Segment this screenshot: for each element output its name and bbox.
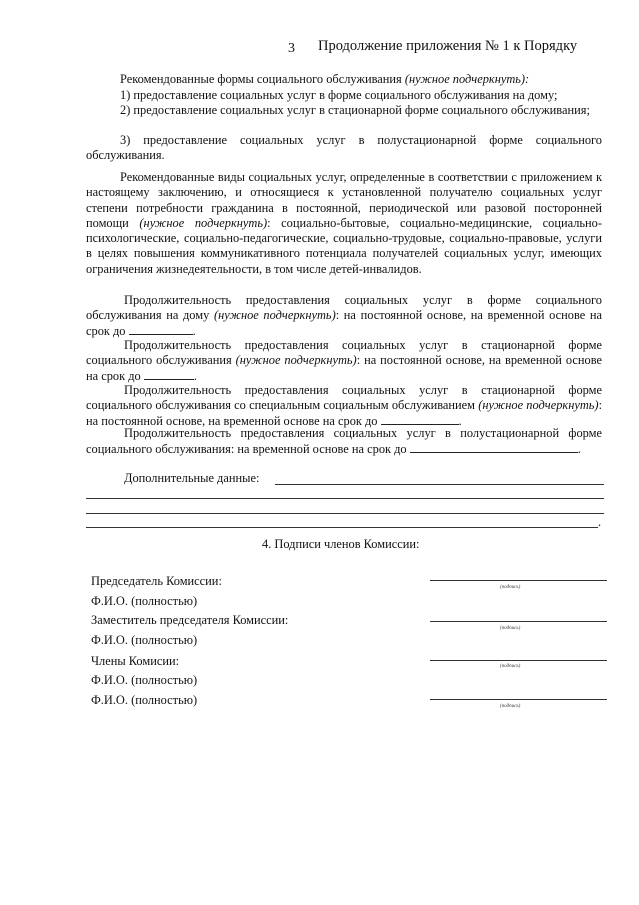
forms-item-3: 3) предоставление социальных услуг в полустационарной форме социального обслуживания.	[86, 133, 602, 162]
deputy-fio-label: Ф.И.О. (полностью)	[91, 633, 198, 647]
duration-special-term-field[interactable]	[381, 413, 459, 425]
signatures-section-title: 4. Подписи членов Комиссии:	[262, 537, 420, 551]
deputy-signature-caption: (подпись)	[500, 626, 521, 631]
duration-stationary-term-field[interactable]	[144, 368, 194, 380]
duration-home-note: (нужное подчеркнуть)	[213, 308, 336, 322]
duration-stationary-options: : на постоянной основе, на временной основе на срок до	[86, 353, 602, 383]
duration-semistationary-end: .	[577, 442, 581, 456]
forms-intro-text: Рекомендованные формы социального обслуживания	[120, 72, 402, 86]
duration-special-paragraph	[86, 383, 602, 429]
deputy-label: Заместитель председателя Комиссии:	[91, 613, 289, 627]
chairman-fio-label: Ф.И.О. (полностью)	[91, 594, 198, 608]
member-2-signature-line[interactable]	[430, 699, 607, 700]
additional-data-line-1[interactable]	[275, 484, 604, 485]
additional-data-line-4[interactable]	[86, 527, 598, 528]
duration-special-end: .	[458, 414, 462, 428]
duration-special-text: Продолжительность предоставления социальных услуг в стационарной форме социального обслуживания со специальным социальным обслуживанием	[86, 383, 602, 412]
member-2-fio-label: Ф.И.О. (полностью)	[91, 693, 198, 707]
duration-home-paragraph	[86, 293, 602, 339]
duration-special-note: (нужное подчеркнуть)	[478, 398, 599, 412]
members-label: Члены Комисии:	[91, 654, 180, 668]
forms-item-2: 2) предоставление социальных услуг в стационарной форме социального обслуживания;	[120, 103, 590, 117]
page-number: 3	[288, 41, 295, 56]
duration-home-options: : на постоянной основе, на временной основе на срок до	[86, 308, 603, 338]
member-1-signature-line[interactable]	[430, 660, 607, 661]
member-1-signature-caption: (подпись)	[500, 664, 521, 669]
service-types-text: Рекомендованные виды социальных услуг, определенные в соответствии с приложением к настоящему заключению, и относящиеся к установленной получателю социальных услуг степени потребности гражданина в постоянной, периодической или разовой посторонней помощи	[86, 170, 602, 230]
service-types-paragraph	[86, 170, 602, 277]
duration-stationary-end: .	[193, 369, 197, 383]
service-types-note: (нужное подчеркнуть)	[139, 215, 268, 230]
duration-semistationary-term-field[interactable]	[410, 441, 578, 453]
forms-intro-note: (нужное подчеркнуть):	[404, 72, 530, 86]
duration-stationary-paragraph	[86, 338, 602, 384]
forms-intro	[86, 72, 602, 87]
page-header-title: Продолжение приложения № 1 к Порядку	[318, 38, 578, 54]
service-types-list: : социально-бытовые, социально-медицинские, социально-психологические, социально-педагогические, социально-трудовые, социально-правовые, услуги в целях повышения коммуникативного потенциала получателей социальных услуг, имеющих ограничения жизнедеятельности, в том числе детей-инвалидов.	[86, 215, 602, 276]
additional-data-line-2[interactable]	[86, 498, 604, 499]
duration-semistationary-text: Продолжительность предоставления социальных услуг в полустационарной форме социального обслуживания: на временной основе на срок до	[86, 426, 602, 456]
duration-home-term-field[interactable]	[129, 323, 193, 335]
chairman-label: Председатель Комиссии:	[91, 574, 222, 588]
duration-special-options: : на постоянной основе, на временной основе на срок до	[86, 398, 603, 428]
member-2-signature-caption: (подпись)	[500, 704, 521, 709]
duration-stationary-note: (нужное подчеркнуть)	[235, 353, 357, 367]
additional-data-end: .	[598, 515, 602, 529]
duration-stationary-text: Продолжительность предоставления социальных услуг в стационарной форме социального обслуживания	[86, 338, 602, 367]
additional-data-label: Дополнительные данные:	[124, 471, 260, 485]
duration-semistationary-paragraph	[86, 426, 602, 457]
duration-home-text: Продолжительность предоставления социальных услуг в форме социального обслуживания на дому	[86, 293, 602, 322]
member-1-fio-label: Ф.И.О. (полностью)	[91, 673, 198, 687]
chairman-signature-line[interactable]	[430, 580, 607, 581]
duration-home-end: .	[192, 324, 196, 338]
deputy-signature-line[interactable]	[430, 621, 607, 622]
chairman-signature-caption: (подпись)	[500, 585, 521, 590]
additional-data-line-3[interactable]	[86, 513, 604, 514]
forms-item-1: 1) предоставление социальных услуг в форме социального обслуживания на дому;	[120, 88, 558, 102]
